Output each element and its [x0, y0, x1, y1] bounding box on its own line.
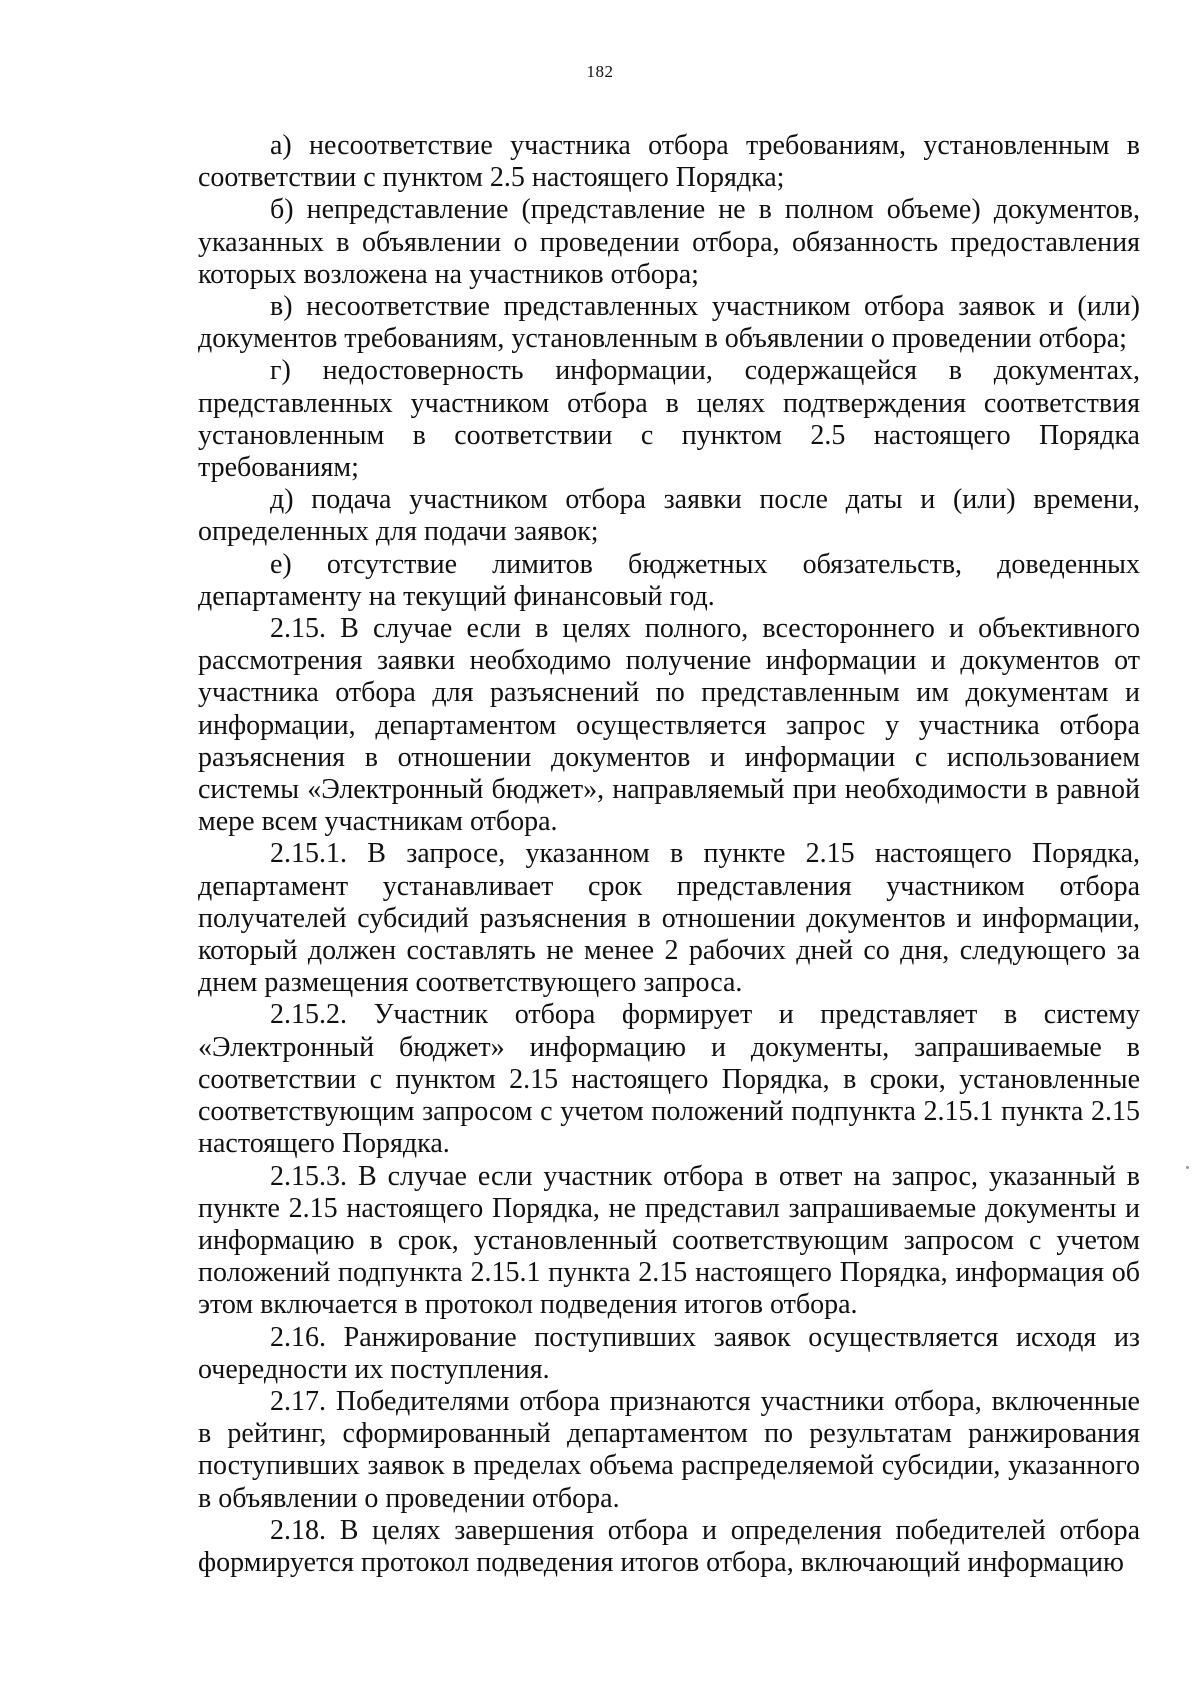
- paragraph-2-16: 2.16. Ранжирование поступивших заявок осуществляется исходя из очередности их поступления.: [198, 1321, 1140, 1385]
- paragraph-item-b: б) непредставление (представление не в полном объеме) документов, указанных в объявлении о проведении отбора, обязанность предоставления которых возложена на участников отбора;: [198, 194, 1140, 290]
- document-body: [198, 130, 1140, 1579]
- paragraph-2-15-3: 2.15.3. В случае если участник отбора в ответ на запрос, указанный в пункте 2.15 настоящего Порядка, не представил запрашиваемые документы и информацию в срок, установленный соответствующим запросом с учетом положений подпункта 2.15.1 пункта 2.15 настоящего Порядка, информация об этом включается в протокол подведения итогов отбора.: [198, 1160, 1140, 1321]
- paragraph-2-15-2: 2.15.2. Участник отбора формирует и представляет в систему «Электронный бюджет» информацию и документы, запрашиваемые в соответствии с пунктом 2.15 настоящего Порядка, в сроки, установленные соответствующим запросом с учетом положений подпункта 2.15.1 пункта 2.15 настоящего Порядка.: [198, 999, 1140, 1160]
- paragraph-item-g: г) недостоверность информации, содержащейся в документах, представленных участником отбора в целях подтверждения соответствия установленным в соответствии с пунктом 2.5 настоящего Порядка требованиям;: [198, 355, 1140, 484]
- paragraph-item-e: е) отсутствие лимитов бюджетных обязательств, доведенных департаменту на текущий финансовый год.: [198, 548, 1140, 612]
- paragraph-2-15: 2.15. В случае если в целях полного, всестороннего и объективного рассмотрения заявки необходимо получение информации и документов от участника отбора для разъяснений по представленным им документам и информации, департаментом осуществляется запрос у участника отбора разъяснения в отношении документов и информации с использованием системы «Электронный бюджет», направляемый при необходимости в равной мере всем участникам отбора.: [198, 613, 1140, 838]
- paragraph-2-15-1: 2.15.1. В запросе, указанном в пункте 2.15 настоящего Порядка, департамент устанавливает срок представления участником отбора получателей субсидий разъяснения в отношении документов и информации, который должен составлять не менее 2 рабочих дней со дня, следующего за днем размещения соответствующего запроса.: [198, 838, 1140, 999]
- page-number: 182: [586, 62, 614, 81]
- scan-speck: [1186, 1166, 1189, 1169]
- paragraph-item-a: а) несоответствие участника отбора требованиям, установленным в соответствии с пунктом 2.5 настоящего Порядка;: [198, 130, 1140, 194]
- paragraph-item-v: в) несоответствие представленных участником отбора заявок и (или) документов требованиям, установленным в объявлении о проведении отбора;: [198, 291, 1140, 355]
- paragraph-2-18: 2.18. В целях завершения отбора и определения победителей отбора формируется протокол подведения итогов отбора, включающий информацию: [198, 1514, 1140, 1578]
- paragraph-2-17: 2.17. Победителями отбора признаются участники отбора, включенные в рейтинг, сформированный департаментом по результатам ранжирования поступивших заявок в пределах объема распределяемой субсидии, указанного в объявлении о проведении отбора.: [198, 1385, 1140, 1514]
- paragraph-item-d: д) подача участником отбора заявки после даты и (или) времени, определенных для подачи заявок;: [198, 484, 1140, 548]
